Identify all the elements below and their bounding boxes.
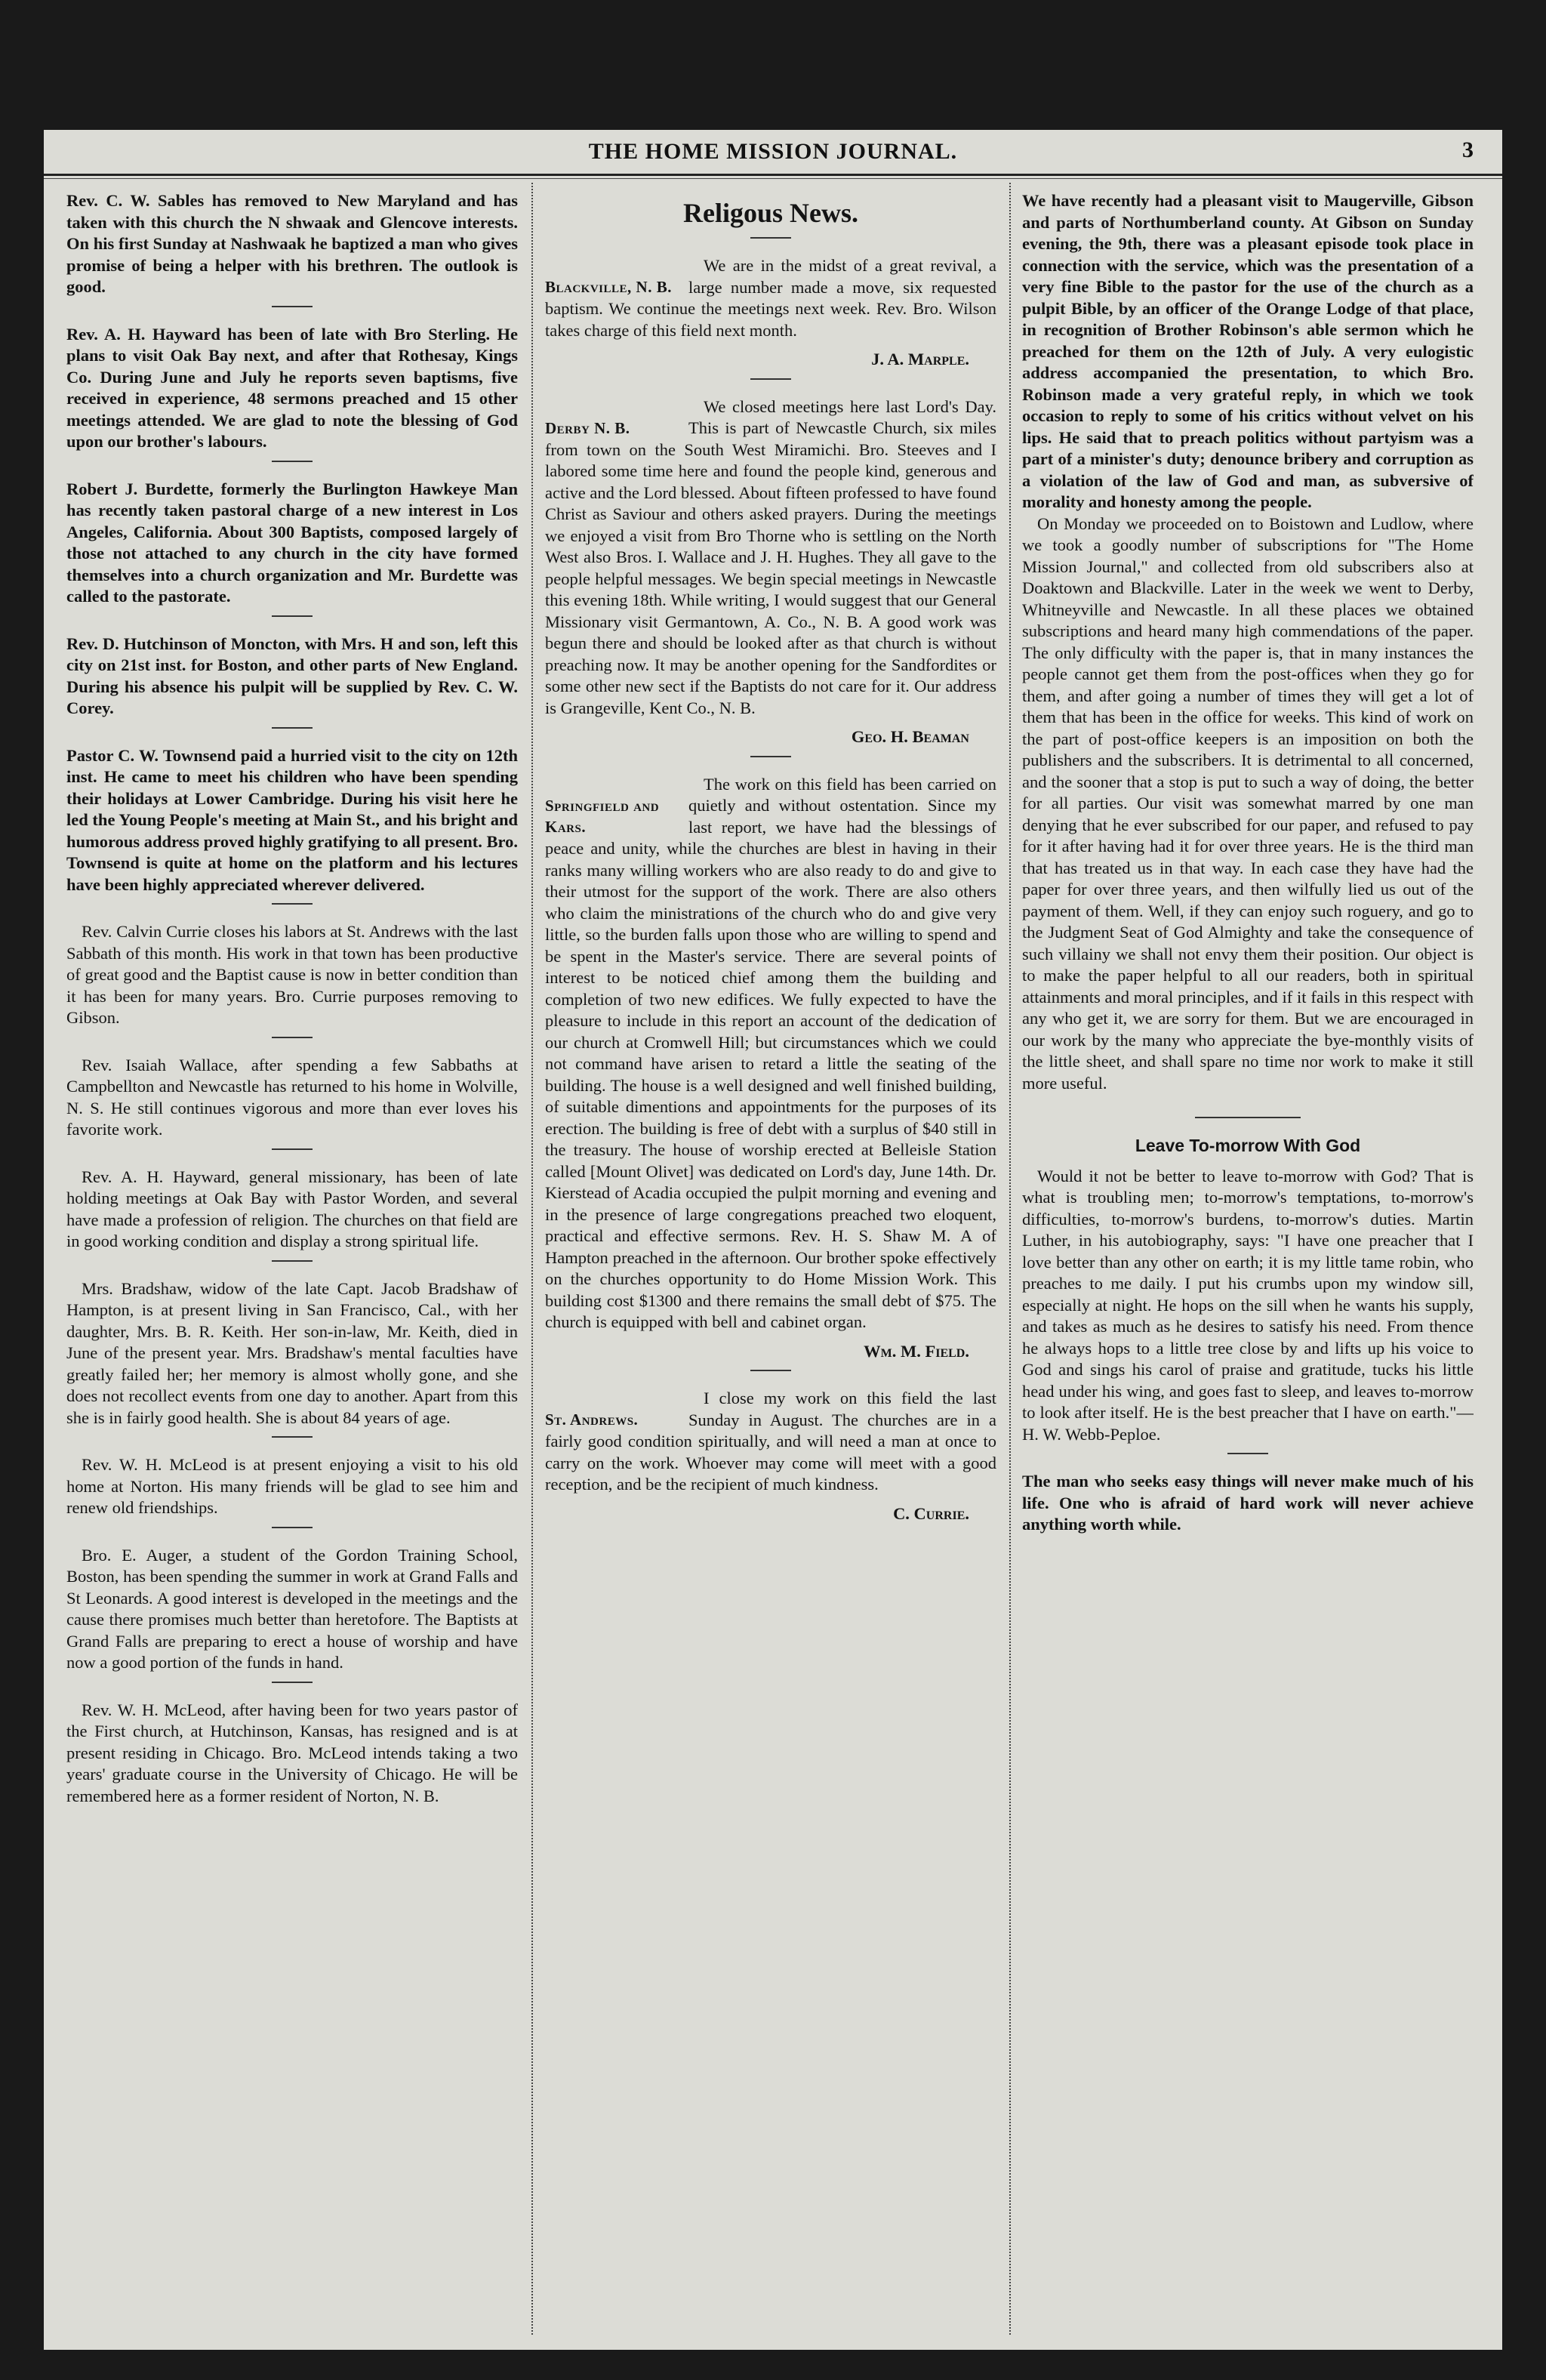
news-place: Springfield and Kars.	[545, 796, 660, 836]
separator	[272, 1682, 313, 1683]
news-place: Derby N. B.	[545, 418, 630, 437]
note-hayward-oak-bay: Rev. A. H. Hayward, general missionary, has been of late holding meetings at Oak Bay with Pastor Worden, and several have made a profession of religion. The churches on that field are in good working condition and display a strong spiritual life.	[66, 1167, 518, 1250]
column-religious-news	[545, 190, 996, 2335]
note-mcleod-visit: Rev. W. H. McLeod is at present enjoying a visit to his old home at Norton. His many friends will be glad to see him and renew old friendships.	[66, 1455, 518, 1517]
news-place: St. Andrews.	[545, 1410, 639, 1429]
news-signature: Geo. H. Beaman	[851, 727, 969, 746]
news-text: I close my work on this field the last Sunday in August. The churches are in a fairly good condition spiritually, and will need a man at once to carry on the work. Whoever may come will meet with a good reception, and be the recipient of much kindness.	[545, 1389, 996, 1494]
column-divider-2	[1009, 183, 1011, 2335]
separator	[272, 306, 313, 307]
separator	[750, 237, 791, 239]
page-header	[44, 130, 1502, 175]
news-signature: Wm. M. Field.	[864, 1341, 969, 1361]
news-place: Blackville, N. B.	[545, 278, 672, 296]
column-editorial	[1022, 190, 1474, 2335]
note-hayward: Rev. A. H. Hayward has been of late with Bro Sterling. He plans to visit Oak Bay next, and after that Rothesay, Kings Co. During June and July he reports seven baptisms, five received in experience, 48 sermons preached and 15 other meetings attended. We are glad to note the blessing of God upon our brother's labours.	[66, 324, 518, 451]
news-text: We closed meetings here last Lord's Day. This is part of Newcastle Church, six miles from town on the South West Miramichi. Bro. Steeves and I labored some time here and found the people kind, generous and active and the Lord blessed. About fifteen professed to have found Christ as Saviour and others asked prayers. During the meetings we enjoyed a visit from Bro Thorne who is settling on the North West also Bros. I. Wallace and J. H. Hughes. They all gave to the people helpful messages. We begin special meetings in Newcastle this evening 18th. While writing, I would suggest that our General Missionary visit Germantown, A. Co., N. B. A good work was begun there and should be looked after as that church is without preaching now. It may be another opening for the Sandfordites or some other new sect if the Baptists do not care for it. Our address is Grangeville, Kent Co., N. B.	[545, 396, 996, 717]
article-title: Leave To-morrow With God	[1135, 1136, 1361, 1155]
news-text: We are in the midst of a great revival, a large number made a move, six requested baptism. We continue the meetings next week. Rev. Bro. Wilson takes charge of this field next month.	[545, 256, 996, 340]
newspaper-page	[44, 130, 1502, 2350]
news-blackville	[545, 255, 996, 371]
note-bradshaw: Mrs. Bradshaw, widow of the late Capt. Jacob Bradshaw of Hampton, is at present living in San Francisco, Cal., with her daughter, Mrs. B. R. Keith. Her son-in-law, Mr. Keith, died in June of the present year. Mrs. Bradshaw's mental faculties have greatly failed her; her memory is almost wholly gone, and she does not recollect events from one day to another. Apart from this she is in fairly good health. She is about 84 years of age.	[66, 1278, 518, 1427]
note-sables: Rev. C. W. Sables has removed to New Maryland and has taken with this church the N shwaak and Glencove interests. On his first Sunday at Nashwaak he baptized a man who gives promise of being a helper with his brethren. The outlook is good.	[66, 191, 518, 296]
article-text: Would it not be better to leave to-morrow with God? That is what is troubling men; to-morrow's temptations, to-morrow's difficulties, to-morrow's burdens, to-morrow's duties. Martin Luther, in his autobiography, says: "I have one preacher that I love better than any other on earth; it is my little tame robin, who preaches to me daily. I put his crumbs upon my window sill, especially at night. He hops on the sill when he wants his supply, and takes as much as he desires to satisfy his need. From thence he always hops to a little tree close by and lifts up his voice to God and sings his carol of praise and gratitude, tucks his little head under his wing, and goes fast to sleep, and leaves to-morrow to look after itself. He is the best preacher that I have on earth."—H. W. Webb-Peploe.	[1022, 1166, 1474, 1444]
note-mcleod-chicago: Rev. W. H. McLeod, after having been for two years pastor of the First church, at Hutchinson, Kansas, has resigned and is at present residing in Chicago. Bro. McLeod intends taking a two years' graduate course in the University of Chicago. He will be remembered here as a former resident of Norton, N. B.	[66, 1700, 518, 1805]
column-personal-notes	[66, 190, 518, 2335]
separator	[272, 1148, 313, 1150]
closing-note: The man who seeks easy things will never make much of his life. One who is afraid of hard work will never achieve anything worth while.	[1022, 1472, 1474, 1534]
news-signature: J. A. Marple.	[871, 350, 969, 368]
news-st-andrews	[545, 1388, 996, 1524]
note-wallace: Rev. Isaiah Wallace, after spending a few Sabbaths at Campbellton and Newcastle has returned to his home in Wolville, N. S. He still continues vigorous and more than ever loves his favorite work.	[66, 1055, 518, 1139]
page-number: 3	[1462, 137, 1474, 162]
report-visit: We have recently had a pleasant visit to Maugerville, Gibson and parts of Northumberland county. At Gibson on Sunday evening, the 9th, there was a pleasant episode took place in connection with the service, which was the presentation of a very fine Bible to the pastor for the use of the church as a pulpit Bible, by an officer of the Orange Lodge of that place, in recognition of Brother Robinson's able sermon which he preached for them on the 12th of July. A very eulogistic address accompanied the presentation, to which Bro. Robinson made a very grateful reply, in which we took occasion to reply to some of his critics without velvet on his lips. He said that to preach politics without partyism was a part of a minister's duty; denounce bribery and corruption as a violation of the law of God and man, as subversive of morality and honesty among the people.	[1022, 191, 1474, 511]
news-springfield	[545, 774, 996, 1363]
separator	[272, 1260, 313, 1262]
separator	[272, 1436, 313, 1438]
separator	[272, 903, 313, 905]
separator	[272, 727, 313, 729]
note-townsend: Pastor C. W. Townsend paid a hurried visit to the city on 12th inst. He came to meet his children who have been spending their holidays at Lower Cambridge. During his visit here he led the Young People's meeting at Main St., and his bright and humorous address proved highly gratifying to all present. Bro. Townsend is quite at home on the platform and his lectures have been highly appreciated wherever delivered.	[66, 745, 518, 894]
separator	[272, 615, 313, 617]
section-title: Religous News.	[683, 198, 858, 228]
news-signature: C. Currie.	[893, 1503, 969, 1523]
note-currie: Rev. Calvin Currie closes his labors at St. Andrews with the last Sabbath of this month. His work in that town has been productive of great good and the Baptist cause is now in better condition than it has been for many years. Bro. Currie purposes removing to Gibson.	[66, 922, 518, 1027]
separator	[272, 1037, 313, 1038]
column-divider-1	[531, 183, 533, 2335]
separator	[750, 756, 791, 757]
separator	[272, 461, 313, 462]
separator	[1195, 1117, 1301, 1118]
separator	[750, 1370, 791, 1371]
note-burdette: Robert J. Burdette, formerly the Burlington Hawkeye Man has recently taken pastoral charge of a new interest in Los Angeles, California. About 300 Baptists, composed largely of those not attached to any church in the city have formed themselves into a church organization and Mr. Burdette was called to the pastorate.	[66, 479, 518, 606]
note-auger: Bro. E. Auger, a student of the Gordon Training School, Boston, has been spending the summer in work at Grand Falls and St Leonards. A good interest is developed in the meetings and the cause there promises much better than heretofore. The Baptists at Grand Falls are preparing to erect a house of worship and have now a good portion of the funds in hand.	[66, 1545, 518, 1672]
note-hutchinson: Rev. D. Hutchinson of Moncton, with Mrs. H and son, left this city on 21st inst. for Boston, and other parts of New England. During his absence his pulpit will be supplied by Rev. C. W. Corey.	[66, 634, 518, 717]
header-rule-thin	[44, 178, 1502, 179]
report-subscriptions: On Monday we proceeded on to Boistown and Ludlow, where we took a goodly number of subscriptions for "The Home Mission Journal," and collected from old subscribers also at Doaktown and Blackville. Later in the week we went to Derby, Whitneyville and Newcastle. In all these places we obtained subscriptions and heard many high commendations of the paper. The only difficulty with the paper is, that in many instances the people cannot get them from the post-offices when they go for them, and after going a number of times they will get a lot of them that has been in the office for weeks. This kind of work on the part of post-office keepers is an imposition on both the publishers and the subscribers. It is detrimental to all concerned, and the sooner that a stop is put to such a way of doing, the better for all parties. Our visit was somewhat marred by one man denying that he ever subscribed for our paper, and refused to pay for it after having had it for over three years. He is the third man that has treated us in that way. In each case they have had the paper for over three years, and then wilfully lied us out of the payment of them. Well, if they can enjoy such roguery, and go to the Judgment Seat of God Almighty and take the consequence of such villainy we shall not envy them their position. Our object is to make the paper helpful to all our readers, both in spiritual attainments and moral principles, and if it fails in this respect with any who get it, we are sorry for them. But we are encouraged in our work by the many who appreciate the bye-monthly visits of the little sheet, and shall spare no time nor work to make it still more useful.	[1022, 513, 1474, 1093]
header-rule	[44, 174, 1502, 176]
news-derby	[545, 396, 996, 748]
journal-title: THE HOME MISSION JOURNAL.	[588, 139, 958, 164]
separator	[1227, 1453, 1268, 1454]
news-text: The work on this field has been carried on quietly and without ostentation. Since my last report, we have had the blessings of peace and unity, while the churches are blest in having in their ranks many willing workers who are also ready to do and give to their utmost for the support of the work. There are also others who claim the ministrations of the church who do and give very little, so the burden falls upon those who are willing to spend and be spent in the Master's service. There are several points of interest to be noticed chief among them the building and completion of two new edifices. We fully expected to have the pleasure to include in this report an account of the dedication of our church at Cromwell Hill; but circumstances which we could not command have arisen to retard a little the seating of the building. The house is a well designed and well finished building, of suitable dimentions and appointments for the purposes of its erection. The building is free of debt with a surplus of $40 still in the treasury. The house of worship erected at Belleisle Station called [Mount Olivet] was dedicated on Lord's day, June 14th. Dr. Kierstead of Acadia occupied the pulpit morning and evening and in the presence of large congregations preached two eloquent, practical and effective sermons. Rev. H. S. Shaw M. A of Hampton preached in the afternoon. Our brother spoke effectively on the churches opportunity to do Home Mission Work. This building cost $1300 and there remains the small debt of $75. The church is equipped with bell and cabinet organ.	[545, 774, 996, 1331]
separator	[750, 378, 791, 380]
separator	[272, 1527, 313, 1528]
